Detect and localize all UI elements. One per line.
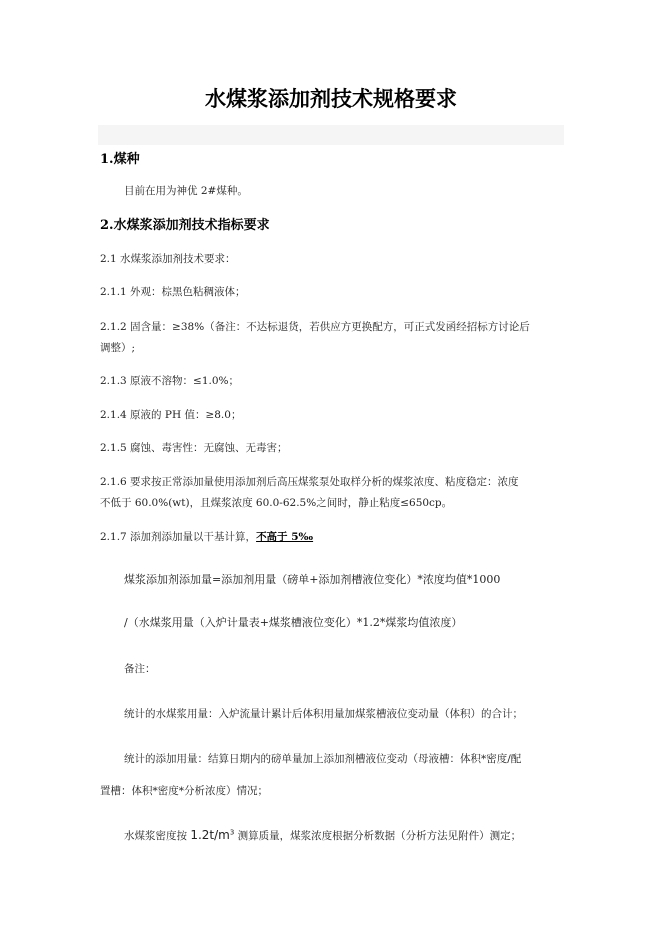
notes-label: 备注： xyxy=(124,663,156,675)
item-2-1-5: 2.1.5 腐蚀、毒害性：无腐蚀、无毒害； xyxy=(100,442,288,454)
formula-line2: /（水煤浆用量（入炉计量表+煤浆槽液位变化）*1.2*煤浆均值浓度） xyxy=(124,616,463,629)
note-3-suffix: 测算质量，煤浆浓度根据分析数据（分析方法见附件）测定； xyxy=(234,830,522,842)
item-2-1-7 xyxy=(100,528,566,546)
item-2-1: 2.1 水煤浆添加剂技术要求： xyxy=(100,253,236,265)
note-3-prefix: 水煤浆密度按 xyxy=(124,830,191,842)
note-1: 统计的水煤浆用量：入炉流量计累计后体积用量加煤浆槽液位变动量（体积）的合计； xyxy=(124,708,523,720)
item-2-1-3: 2.1.3 原液不溶物：≤1.0%； xyxy=(100,375,240,387)
item-2-1-7-limit: 不高于 5‰ xyxy=(256,531,314,543)
note-3-exponent: 3 xyxy=(229,828,235,837)
section1-text: 目前在用为神优 2#煤种。 xyxy=(124,185,248,197)
document-title: 水煤浆添加剂技术规格要求 xyxy=(205,86,457,111)
note-2-line2: 置槽：体积*密度*分析浓度）情况； xyxy=(100,785,268,797)
note-3-density: 1.2t/m xyxy=(190,828,230,842)
item-2-1-6-line2: 不低于 60.0%(wt)，且煤浆浓度 60.0-62.5%之间时，静止粘度≤650cp。 xyxy=(100,497,453,509)
note-3 xyxy=(124,826,564,845)
shaded-band xyxy=(98,125,564,145)
section2-heading: 2.水煤浆添加剂技术指标要求 xyxy=(100,218,270,233)
note-2-line1: 统计的添加用量：结算日期内的磅单量加上添加剂槽液位变动（母液槽：体积*密度/配 xyxy=(124,753,522,765)
item-2-1-4: 2.1.4 原液的 PH 值：≥8.0； xyxy=(100,409,242,421)
item-2-1-6-line1: 2.1.6 要求按正常添加量使用添加剂后高压煤浆泵处取样分析的煤浆浓度、粘度稳定：浓度 xyxy=(100,476,519,488)
item-2-1-1: 2.1.1 外观：棕黑色粘稠液体； xyxy=(100,286,246,298)
item-2-1-2-line1: 2.1.2 固含量：≥38%（备注：不达标退货，若供应方更换配方，可正式发函经招标方讨论后 xyxy=(100,321,530,333)
item-2-1-7-text: 2.1.7 添加剂添加量以干基计算， xyxy=(100,531,257,543)
section1-heading: 1.煤种 xyxy=(100,152,140,167)
formula-line1: 煤浆添加剂添加量=添加剂用量（磅单+添加剂槽液位变化）*浓度均值*1000 xyxy=(124,573,501,586)
item-2-1-2-line2: 调整）; xyxy=(100,342,136,354)
